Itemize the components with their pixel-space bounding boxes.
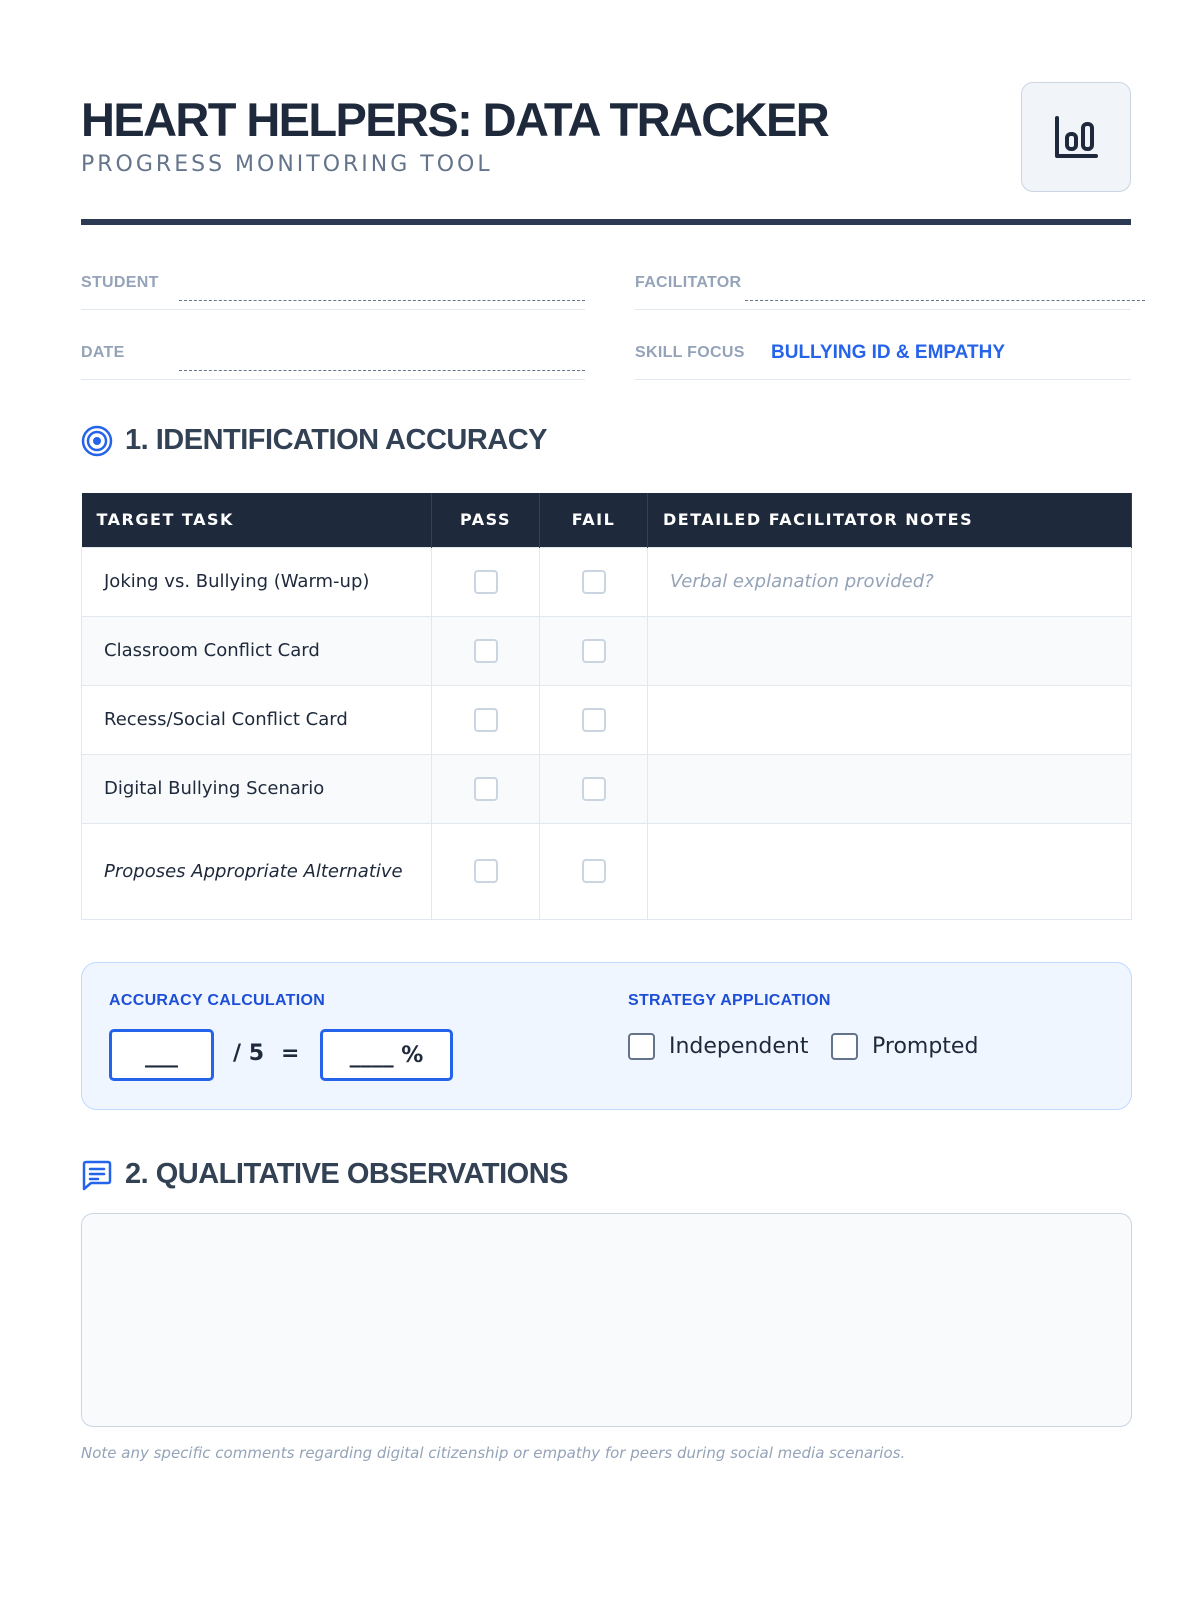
notes-cell[interactable] (648, 823, 1132, 919)
pass-checkbox[interactable] (474, 639, 498, 663)
out-of-total: / 5 (233, 1041, 265, 1066)
header-icon-box (1021, 82, 1131, 192)
percent-input[interactable]: ____ % (320, 1029, 453, 1081)
fail-cell (540, 754, 648, 823)
pass-checkbox[interactable] (474, 777, 498, 801)
facilitator-blank-line[interactable] (745, 300, 1145, 301)
accuracy-calculation-label: ACCURACY CALCULATION (109, 992, 326, 1009)
fail-checkbox[interactable] (582, 570, 606, 594)
accuracy-table (81, 493, 1132, 920)
pass-checkbox[interactable] (474, 570, 498, 594)
fail-checkbox[interactable] (582, 777, 606, 801)
observations-textarea[interactable] (81, 1213, 1132, 1427)
independent-label: Independent (669, 1034, 809, 1059)
fail-cell (540, 616, 648, 685)
accuracy-panel (81, 962, 1132, 1110)
task-cell: Joking vs. Bullying (Warm-up) (82, 547, 432, 616)
pass-checkbox[interactable] (474, 859, 498, 883)
task-cell: Recess/Social Conflict Card (82, 685, 432, 754)
facilitator-field[interactable] (635, 274, 1131, 310)
table-header-row (82, 493, 1132, 547)
student-field[interactable] (81, 274, 585, 310)
notes-cell[interactable] (648, 685, 1132, 754)
facilitator-label: FACILITATOR (635, 274, 742, 291)
col-header-notes: DETAILED FACILITATOR NOTES (648, 493, 1132, 547)
section-1-heading (81, 424, 547, 457)
fail-cell (540, 823, 648, 919)
skill-focus-field (635, 344, 1131, 380)
fail-checkbox[interactable] (582, 708, 606, 732)
independent-option[interactable] (628, 1033, 808, 1060)
table-row (82, 616, 1132, 685)
prompted-label: Prompted (872, 1034, 979, 1059)
independent-checkbox[interactable] (628, 1033, 655, 1060)
section-2-heading (81, 1158, 568, 1191)
pass-cell (432, 754, 540, 823)
page-title: HEART HELPERS: DATA TRACKER (81, 93, 829, 146)
student-blank-line[interactable] (179, 300, 585, 301)
pass-checkbox[interactable] (474, 708, 498, 732)
task-cell: Proposes Appropriate Alternative (82, 823, 432, 919)
fail-checkbox[interactable] (582, 639, 606, 663)
strategy-application-label: STRATEGY APPLICATION (628, 992, 831, 1009)
table-row (82, 685, 1132, 754)
equals-sign: = (281, 1041, 300, 1066)
date-blank-line[interactable] (179, 370, 585, 371)
bar-chart-icon (1053, 114, 1099, 160)
skill-focus-label: SKILL FOCUS (635, 344, 745, 361)
observations-footnote: Note any specific comments regarding digital citizenship or empathy for peers during social media scenarios. (81, 1444, 906, 1462)
section-1-title: 1. IDENTIFICATION ACCURACY (125, 424, 547, 456)
comment-icon (81, 1159, 113, 1191)
skill-focus-value: BULLYING ID & EMPATHY (771, 342, 1005, 363)
prompted-option[interactable] (831, 1033, 978, 1060)
section-2-title: 2. QUALITATIVE OBSERVATIONS (125, 1158, 569, 1190)
page-subtitle: PROGRESS MONITORING TOOL (81, 152, 493, 177)
correct-count-input[interactable]: ___ (109, 1029, 214, 1081)
pass-cell (432, 547, 540, 616)
col-header-fail: FAIL (540, 493, 648, 547)
header-divider (81, 219, 1131, 225)
table-row (82, 547, 1132, 616)
pass-cell (432, 616, 540, 685)
target-icon (81, 425, 113, 457)
col-header-pass: PASS (432, 493, 540, 547)
fail-cell (540, 685, 648, 754)
student-label: STUDENT (81, 274, 159, 291)
col-header-target-task: TARGET TASK (82, 493, 432, 547)
data-tracker-page (81, 0, 1131, 1600)
pass-cell (432, 685, 540, 754)
fail-checkbox[interactable] (582, 859, 606, 883)
notes-cell[interactable]: Verbal explanation provided? (648, 547, 1132, 616)
table-row (82, 754, 1132, 823)
notes-cell[interactable] (648, 616, 1132, 685)
task-cell: Classroom Conflict Card (82, 616, 432, 685)
pass-cell (432, 823, 540, 919)
date-field[interactable] (81, 344, 585, 380)
table-row (82, 823, 1132, 919)
date-label: DATE (81, 344, 125, 361)
prompted-checkbox[interactable] (831, 1033, 858, 1060)
fail-cell (540, 547, 648, 616)
task-cell: Digital Bullying Scenario (82, 754, 432, 823)
notes-cell[interactable] (648, 754, 1132, 823)
